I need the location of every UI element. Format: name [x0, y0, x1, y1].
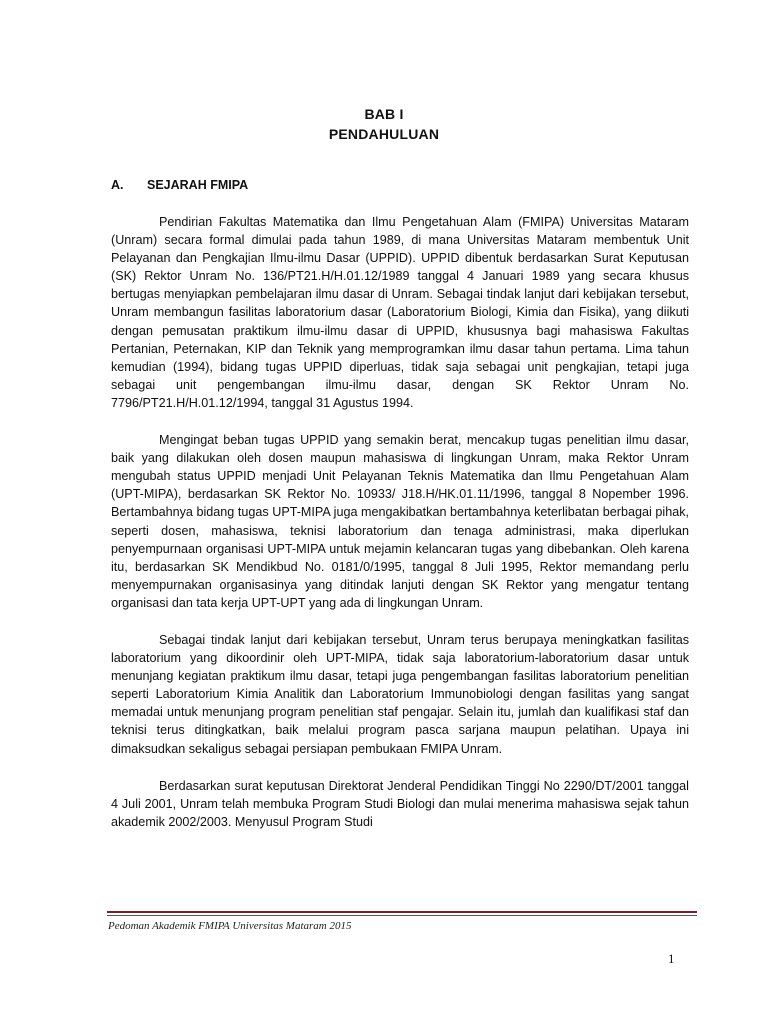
- chapter-number: BAB I: [364, 106, 404, 122]
- paragraph-3: Sebagai tindak lanjut dari kebijakan tersebut, Unram terus berupaya meningkatkan fasilitas laboratorium yang dikoordinir oleh UPT-MIPA, tidak saja laboratorium-laboratorium dasar untuk menunjang kegiatan praktikum ilmu dasar, tetapi juga pengembangan fasilitas laboratorium penelitian seperti Laboratorium Kimia Analitik dan Laboratorium Immunobiologi dengan fasilitas yang sangat memadai untuk menunjang program penelitian staf pengajar. Selain itu, jumlah dan kualifikasi staf dan teknisi terus ditingkatkan, baik melalui program pasca sarjana maupun pelatihan. Upaya ini dimaksudkan sekaligus sebagai persiapan pembukaan FMIPA Unram.: [111, 632, 689, 756]
- paragraph-2: Mengingat beban tugas UPPID yang semakin berat, mencakup tugas penelitian ilmu dasar, baik yang dilakukan oleh dosen maupun mahasiswa di lingkungan Unram, maka Rektor Unram mengubah status UPPID menjadi Unit Pelayanan Teknis Matematika dan Ilmu Pengetahuan Alam (UPT-MIPA), berdasarkan SK Rektor No. 10933/ J18.H/HK.01.11/1996, tanggal 8 Nopember 1996. Bertambahnya bidang tugas UPT-MIPA juga mengakibatkan bertambahnya keterlibatan berbagai pihak, seperti dosen, mahasiswa, teknisi laboratorium dan tenaga administrasi, maka diperlukan penyempurnaan organisasi UPT-MIPA untuk mejamin kelancaran tugas yang dibebankan. Oleh karena itu, berdasarkan SK Mendikbud No. 0181/0/1995, tanggal 8 Juli 1995, Rektor memandang perlu menyempurnakan organisasinya yang ditindak lanjuti dengan SK Rektor yang mengatur tentang organisasi dan tata kerja UPT-UPT yang ada di lingkungan Unram.: [111, 433, 689, 610]
- section-title: SEJARAH FMIPA: [147, 178, 249, 192]
- section-number: A.: [111, 178, 124, 192]
- section-heading: [111, 178, 248, 192]
- paragraph-1: Pendirian Fakultas Matematika dan Ilmu Pengetahuan Alam (FMIPA) Universitas Mataram (Unram) secara formal dimulai pada tahun 1989, di mana Universitas Mataram membentuk Unit Pelayanan dan Pengkajian Ilmu-ilmu Dasar (UPPID). UPPID dibentuk berdasarkan Surat Keputusan (SK) Rektor Unram No. 136/PT21.H/H.01.12/1989 tanggal 4 Januari 1989 yang secara khusus bertugas menyiapkan pembelajaran ilmu dasar di Unram. Sebagai tindak lanjut dari kebijakan tersebut, Unram membangun fasilitas laboratorium dasar (Laboratorium Biologi, Kimia dan Fisika), yang diikuti dengan pemusatan praktikum ilmu-ilmu dasar di UPPID, khususnya bagi mahasiswa Fakultas Pertanian, Peternakan, KIP dan Teknik yang memprogramkan ilmu dasar tahun pertama. Lima tahun kemudian (1994), bidang tugas UPPID diperluas, tidak saja sebagai unit pengkajian, tetapi juga sebagai unit pengembangan ilmu-ilmu dasar, dengan SK Rektor Unram No. 7796/PT21.H/H.01.12/1994, tanggal 31 Agustus 1994.: [111, 215, 689, 410]
- page-number: 1: [668, 951, 675, 966]
- paragraph-4: Berdasarkan surat keputusan Direktorat Jenderal Pendidikan Tinggi No 2290/DT/2001 tanggal 4 Juli 2001, Unram telah membuka Program Studi Biologi dan mulai menerima mahasiswa sejak tahun akademik 2002/2003. Menyusul Program Studi: [111, 778, 689, 829]
- footer-divider-thick: [107, 911, 697, 913]
- footer-text: Pedoman Akademik FMIPA Universitas Mataram 2015: [108, 920, 352, 932]
- footer-divider-thin: [107, 915, 697, 916]
- body-text: [111, 213, 689, 831]
- chapter-title: PENDAHULUAN: [328, 126, 440, 142]
